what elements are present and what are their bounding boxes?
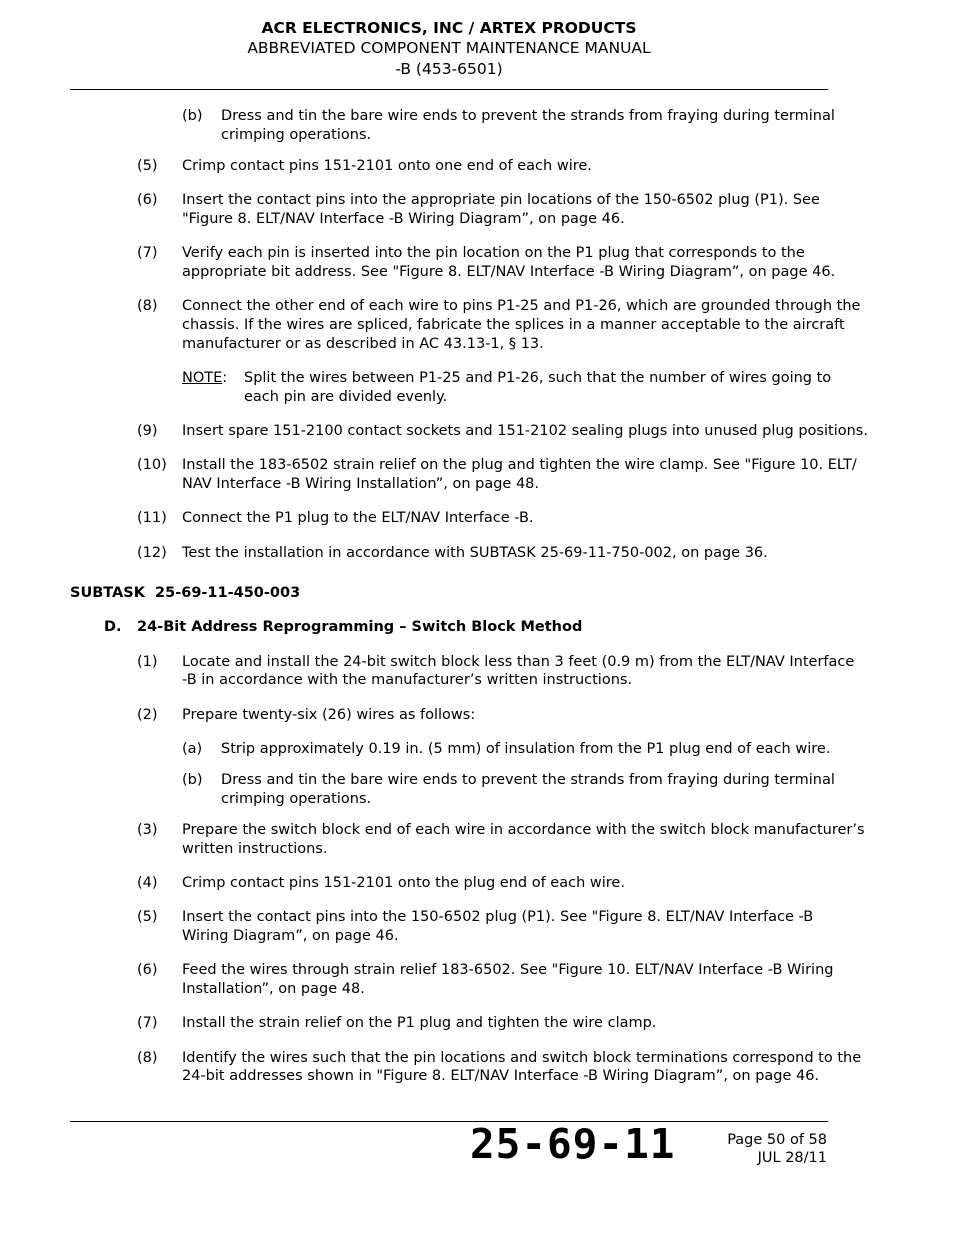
step-number: (9) xyxy=(137,423,158,439)
note-label-text: NOTE xyxy=(182,370,223,386)
footer-divider xyxy=(70,1121,828,1122)
step-text-line: Install the 183-6502 strain relief on the plug and tighten the wire clamp. See "Figure 10. ELT/ xyxy=(182,457,857,473)
step-text-line: Prepare twenty-six (26) wires as follows: xyxy=(182,707,476,723)
step-text-line: NAV Interface -B Wiring Installation”, on page 48. xyxy=(182,476,540,492)
step-number: (2) xyxy=(137,707,158,723)
step-number: (6) xyxy=(137,192,158,208)
step-text-line: Installation”, on page 48. xyxy=(182,981,365,997)
step-text-line: Test the installation in accordance with SUBTASK 25-69-11-750-002, on page 36. xyxy=(182,545,768,561)
step-text-line: Verify each pin is inserted into the pin location on the P1 plug that corresponds to the xyxy=(182,245,805,261)
header-manual-title: ABBREVIATED COMPONENT MAINTENANCE MANUAL xyxy=(247,39,651,57)
step-number: (11) xyxy=(137,510,167,526)
step-text-line: chassis. If the wires are spliced, fabricate the splices in a manner acceptable to the aircraft xyxy=(182,317,845,333)
header-company: ACR ELECTRONICS, INC / ARTEX PRODUCTS xyxy=(261,19,637,37)
step-number: (3) xyxy=(137,822,158,838)
step-text-line: Strip approximately 0.19 in. (5 mm) of insulation from the P1 plug end of each wire. xyxy=(221,741,831,757)
step-text-line: Wiring Diagram”, on page 46. xyxy=(182,928,399,944)
step-text-line: appropriate bit address. See "Figure 8. ELT/NAV Interface -B Wiring Diagram”, on page 46. xyxy=(182,264,836,280)
step-text-line: Insert the contact pins into the appropriate pin locations of the 150-6502 plug (P1). See xyxy=(182,192,820,208)
note-colon: : xyxy=(222,370,228,386)
step-text-line: written instructions. xyxy=(182,841,328,857)
subtask-heading: SUBTASK 25-69-11-450-003 xyxy=(70,585,301,601)
step-text-line: Dress and tin the bare wire ends to prevent the strands from fraying during terminal xyxy=(221,772,835,788)
step-text-line: -B in accordance with the manufacturer’s written instructions. xyxy=(182,672,633,688)
step-text-line: crimping operations. xyxy=(221,127,372,143)
note-label xyxy=(182,369,227,388)
header-divider xyxy=(70,89,828,90)
step-text-line: Connect the other end of each wire to pins P1-25 and P1-26, which are grounded through the xyxy=(182,298,861,314)
step-text-line: Insert spare 151-2100 contact sockets and 151-2102 sealing plugs into unused plug positions. xyxy=(182,423,868,439)
step-number: (a) xyxy=(182,741,203,757)
step-number: (10) xyxy=(137,457,167,473)
step-number: (b) xyxy=(182,772,203,788)
section-title: 24-Bit Address Reprogramming – Switch Block Method xyxy=(137,619,583,635)
step-text-line: 24-bit addresses shown in "Figure 8. ELT/NAV Interface -B Wiring Diagram”, on page 46. xyxy=(182,1068,820,1084)
step-number: (8) xyxy=(137,1050,158,1066)
step-text-line: "Figure 8. ELT/NAV Interface -B Wiring Diagram”, on page 46. xyxy=(182,211,625,227)
step-number: (5) xyxy=(137,909,158,925)
step-text-line: Install the strain relief on the P1 plug and tighten the wire clamp. xyxy=(182,1015,657,1031)
note-text-line: Split the wires between P1-25 and P1-26, such that the number of wires going to xyxy=(244,370,832,386)
step-number: (6) xyxy=(137,962,158,978)
step-number: (b) xyxy=(182,108,203,124)
step-number: (1) xyxy=(137,654,158,670)
footer-doc-number: 25-69-11 xyxy=(470,1120,676,1168)
step-text-line: crimping operations. xyxy=(221,791,372,807)
step-number: (8) xyxy=(137,298,158,314)
step-text-line: manufacturer or as described in AC 43.13-1, § 13. xyxy=(182,336,544,352)
step-number: (12) xyxy=(137,545,167,561)
step-text-line: Crimp contact pins 151-2101 onto the plug end of each wire. xyxy=(182,875,625,891)
step-text-line: Crimp contact pins 151-2101 onto one end of each wire. xyxy=(182,158,592,174)
step-number: (7) xyxy=(137,1015,158,1031)
step-number: (7) xyxy=(137,245,158,261)
step-text-line: Identify the wires such that the pin locations and switch block terminations correspond to the xyxy=(182,1050,862,1066)
step-number: (4) xyxy=(137,875,158,891)
header-model: -B (453-6501) xyxy=(395,60,503,78)
footer-page-number: Page 50 of 58 xyxy=(727,1132,827,1148)
step-number: (5) xyxy=(137,158,158,174)
step-text-line: Locate and install the 24-bit switch block less than 3 feet (0.9 m) from the ELT/NAV Interface xyxy=(182,654,855,670)
step-text-line: Insert the contact pins into the 150-6502 plug (P1). See "Figure 8. ELT/NAV Interface -B xyxy=(182,909,814,925)
footer-date: JUL 28/11 xyxy=(757,1150,827,1166)
step-text-line: Prepare the switch block end of each wire in accordance with the switch block manufacturer’s xyxy=(182,822,865,838)
step-text-line: Dress and tin the bare wire ends to prevent the strands from fraying during terminal xyxy=(221,108,835,124)
step-text-line: Connect the P1 plug to the ELT/NAV Interface -B. xyxy=(182,510,534,526)
step-text-line: Feed the wires through strain relief 183-6502. See "Figure 10. ELT/NAV Interface -B Wiring xyxy=(182,962,834,978)
note-text-line: each pin are divided evenly. xyxy=(244,389,448,405)
section-letter: D. xyxy=(104,619,122,635)
